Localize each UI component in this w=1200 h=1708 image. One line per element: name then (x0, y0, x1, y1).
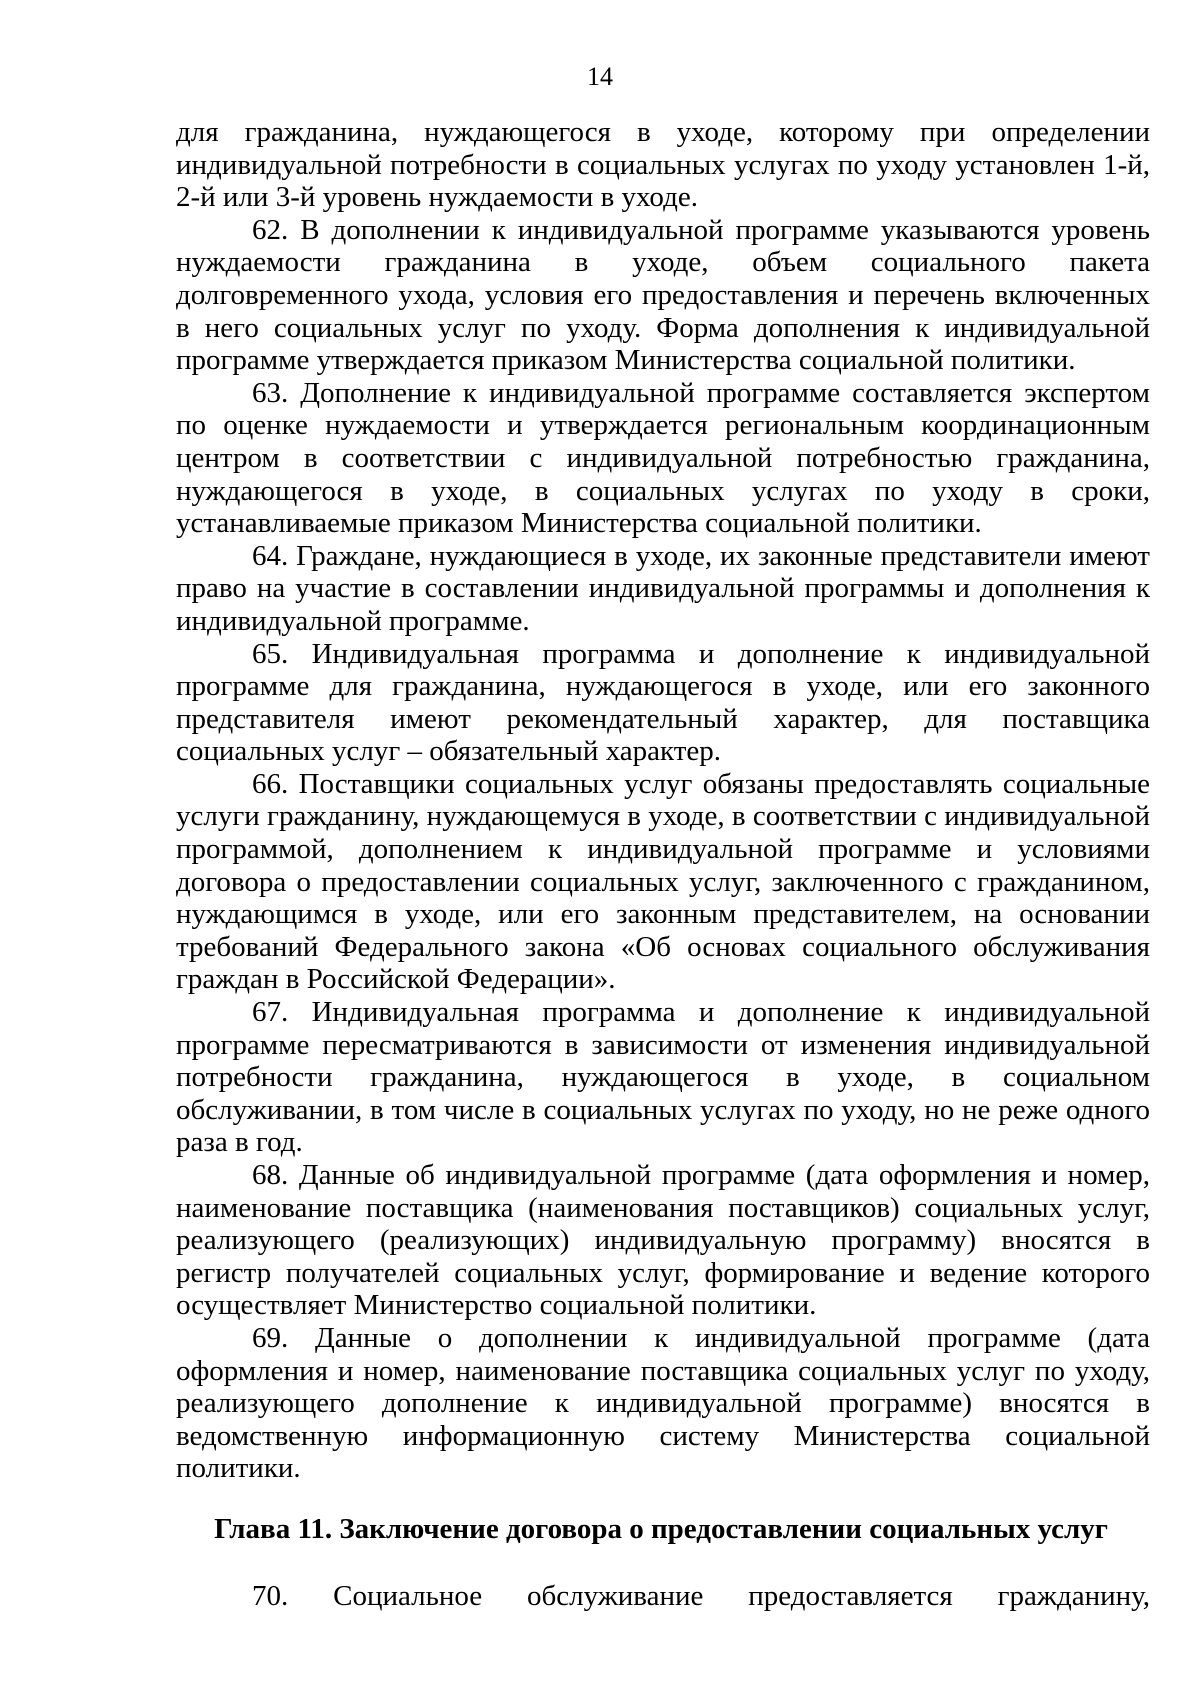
paragraph-continuation: для гражданина, нуждающегося в уходе, которому при определении индивидуальной потребности в социальных услугах по уходу установлен 1-й, 2-й или 3-й уровень нуждаемости в уходе. (176, 116, 1150, 214)
paragraph-64: 64. Граждане, нуждающиеся в уходе, их законные представители имеют право на участие в составлении индивидуальной программы и дополнения к индивидуальной программе. (176, 539, 1150, 637)
chapter-title: Глава 11. Заключение договора о предоставлении социальных услуг (214, 1512, 1108, 1545)
paragraph-70: 70. Социальное обслуживание предоставляется гражданину, (252, 1579, 1150, 1612)
paragraph-69: 69. Данные о дополнении к индивидуальной программе (дата оформления и номер, наименование поставщика социальных услуг по уходу, реализующего дополнение к индивидуальной программе) вносятся в ведомственную информационную систему Министерства социальной политики. (176, 1321, 1150, 1485)
section-spacer (176, 1485, 1150, 1513)
document-body (176, 116, 1150, 1612)
paragraph-63: 63. Дополнение к индивидуальной программе составляется экспертом по оценке нуждаемости и утверждается региональным координационным центром в соответствии с индивидуальной потребностью гражданина, нуждающегося в уходе, в социальных услугах по уходу в сроки, устанавливаемые приказом Министерства социальной политики. (176, 376, 1150, 540)
paragraph-62: 62. В дополнении к индивидуальной программе указываются уровень нуждаемости гражданина в уходе, объем социального пакета долговременного ухода, условия его предоставления и перечень включенных в него социальных услуг по уходу. Форма дополнения к индивидуальной программе утверждается приказом Министерства социальной политики. (176, 213, 1150, 377)
paragraph-67: 67. Индивидуальная программа и дополнение к индивидуальной программе пересматриваются в зависимости от изменения индивидуальной потребности гражданина, нуждающегося в уходе, в социальном обслуживании, в том числе в социальных услугах по уходу, но не реже одного раза в год. (176, 996, 1150, 1159)
paragraph-65: 65. Индивидуальная программа и дополнение к индивидуальной программе для гражданина, нуждающегося в уходе, или его законного представителя имеют рекомендательный характер, для поставщика социальных услуг – обязательный характер. (176, 637, 1150, 768)
paragraph-68: 68. Данные об индивидуальной программе (дата оформления и номер, наименование поставщика (наименования поставщиков) социальных услуг, реализующего (реализующих) индивидуальную программу) вносятся в регистр получателей социальных услуг, формирование и ведение которого осуществляет Министерство социальной политики. (176, 1159, 1150, 1322)
page-number: 14 (587, 62, 613, 91)
paragraph-66: 66. Поставщики социальных услуг обязаны предоставлять социальные услуги гражданину, нуждающемуся в уходе, в соответствии с индивидуальной программой, дополнением к индивидуальной программе и условиями договора о предоставлении социальных услуг, заключенного с гражданином, нуждающимся в уходе, или его законным представителем, на основании требований Федерального закона «Об основах социального обслуживания граждан в Российской Федерации». (176, 767, 1150, 996)
